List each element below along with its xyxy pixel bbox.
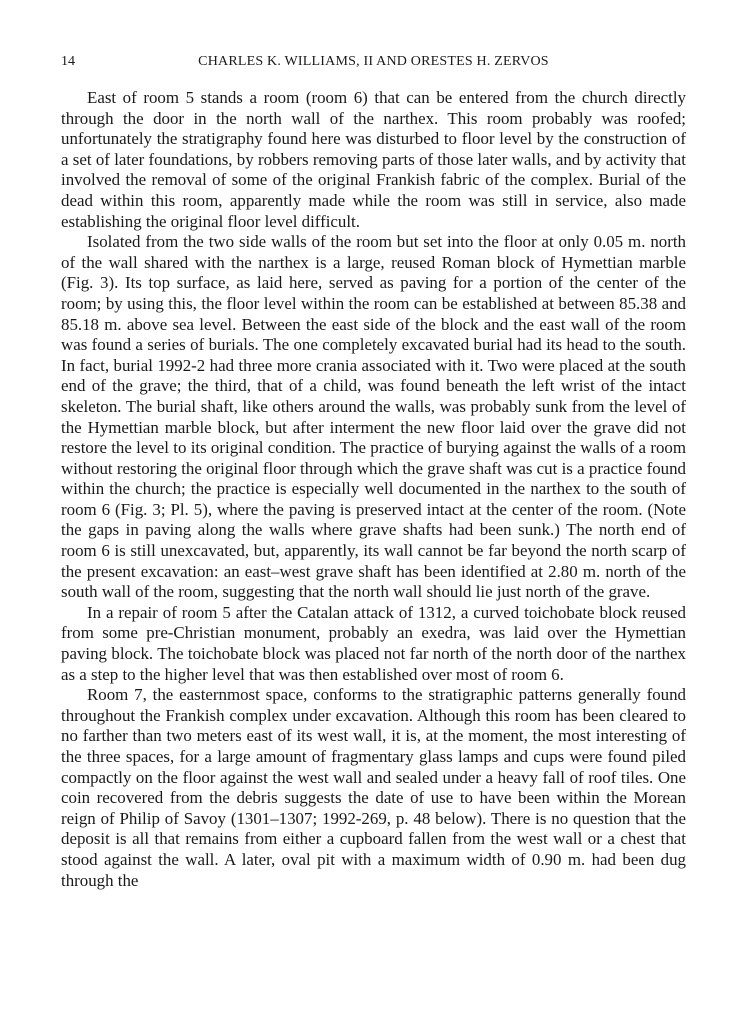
page-number: 14 (61, 54, 75, 69)
body-text (61, 88, 686, 891)
paragraph-room-6-intro: East of room 5 stands a room (room 6) that can be entered from the church directly through the door in the north wall of the narthex. This room probably was roofed; unfortunately the stratigraphy found here was disturbed to floor level by the construction of a set of later foundations, by robbers removing parts of those later walls, and by activity that involved the removal of some of the original Frankish fabric of the complex. Burial of the dead within this room, apparently made while the room was still in service, also made establishing the original floor level difficult. (61, 88, 686, 231)
running-head (61, 52, 686, 72)
paragraph-toichobate-repair: In a repair of room 5 after the Catalan attack of 1312, a curved toichobate block reused from some pre-Christian monument, probably an exedra, was laid over the Hymettian paving block. The toichobate block was placed not far north of the north door of the narthex as a step to the higher level that was then established over most of room 6. (61, 602, 686, 684)
paragraph-room-7: Room 7, the easternmost space, conforms to the stratigraphic patterns generally found throughout the Frankish complex under excavation. Although this room has been cleared to no farther than two meters east of its west wall, it is, at the moment, the most interesting of the three spaces, for a large amount of fragmentary glass lamps and cups were found piled compactly on the floor against the west wall and sealed under a heavy fall of roof tiles. One coin recovered from the debris suggests the date of use to have been within the Morean reign of Philip of Savoy (1301–1307; 1992-269, p. 48 below). There is no question that the deposit is all that remains from either a cupboard fallen from the west wall or a chest that stood against the wall. A later, oval pit with a maximum width of 0.90 m. had been dug through the (61, 685, 686, 890)
paragraph-hymettian-block: Isolated from the two side walls of the room but set into the floor at only 0.05 m. north of the wall shared with the narthex is a large, reused Roman block of Hymettian marble (Fig. 3). Its top surface, as laid here, served as paving for a portion of the center of the room; by using this, the floor level within the room can be established at between 85.38 and 85.18 m. above sea level. Between the east side of the block and the east wall of the room was found a series of burials. The one completely excavated burial had its head to the south. In fact, burial 1992-2 had three more crania associated with it. Two were placed at the south end of the grave; the third, that of a child, was found beneath the left wrist of the intact skeleton. The burial shaft, like others around the walls, was probably sunk from the level of the Hymettian marble block, but after interment the new floor laid over the grave did not restore the level to its original condition. The practice of burying against the walls of a room without restoring the original floor through which the grave shaft was cut is a practice found within the church; the practice is especially well documented in the narthex to the south of room 6 (Fig. 3; Pl. 5), where the paving is preserved intact at the center of the room. (Note the gaps in paving along the walls where grave shafts had been sunk.) The north end of room 6 is still unexcavated, but, apparently, its wall cannot be far beyond the north scarp of the present excavation: an east–west grave shaft has been identified at 2.80 m. north of the south wall of the room, suggesting that the north wall should lie just north of the grave. (61, 232, 686, 602)
running-title: CHARLES K. WILLIAMS, II AND ORESTES H. ZERVOS (198, 54, 549, 69)
